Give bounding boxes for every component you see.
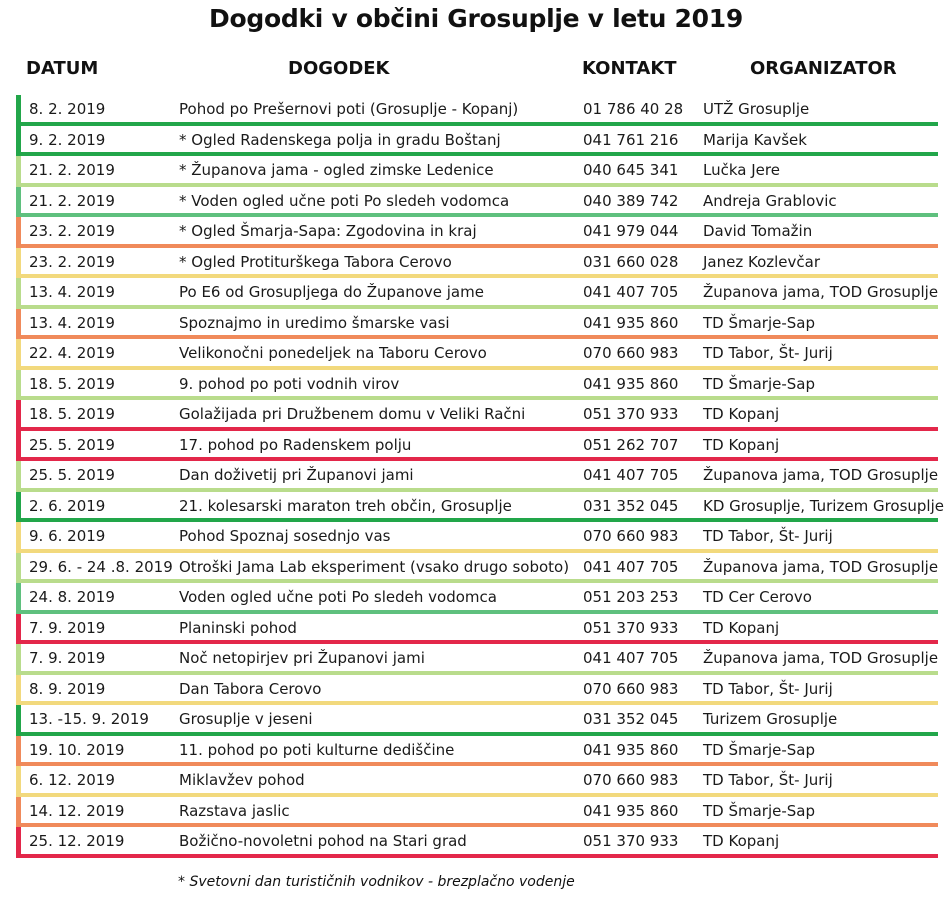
event-name: Golažijada pri Družbenem domu v Veliki Račni [179, 405, 526, 423]
event-name: 9. pohod po poti vodnih virov [179, 374, 400, 393]
events-table [16, 95, 944, 858]
event-organizer: TD Šmarje-Sap [703, 374, 816, 393]
event-organizer: Županova jama, TOD Grosuplje [703, 466, 939, 484]
event-date: 25. 5. 2019 [29, 466, 115, 484]
table-row [16, 522, 938, 553]
event-name: 21. kolesarski maraton treh občin, Grosuplje [179, 496, 512, 515]
event-name: Spoznajmo in uredimo šmarske vasi [179, 313, 450, 332]
event-date: 21. 2. 2019 [29, 191, 115, 210]
event-name: * Županova jama - ogled zimske Ledenice [179, 161, 494, 179]
table-row [16, 614, 938, 645]
event-organizer: TD Tabor, Št- Jurij [703, 679, 833, 698]
event-contact: 041 979 044 [583, 222, 679, 240]
event-date: 9. 6. 2019 [29, 527, 106, 545]
event-name: * Voden ogled učne poti Po sledeh vodomca [179, 191, 510, 210]
event-date: 22. 4. 2019 [29, 344, 115, 362]
event-contact: 040 389 742 [583, 191, 679, 210]
event-name: * Ogled Protiturškega Tabora Cerovo [179, 252, 452, 271]
table-row [16, 827, 938, 858]
table-row [16, 339, 938, 370]
event-organizer: Županova jama, TOD Grosuplje [703, 283, 939, 301]
event-contact: 051 370 933 [583, 832, 679, 850]
event-date: 18. 5. 2019 [29, 374, 115, 393]
event-contact: 051 370 933 [583, 405, 679, 423]
column-header-contact: KONTAKT [582, 58, 677, 79]
event-name: Po E6 od Grosupljega do Županove jame [179, 283, 484, 301]
event-organizer: UTŽ Grosuplje [703, 100, 810, 118]
event-name: Otroški Jama Lab eksperiment (vsako drugo soboto) [179, 557, 570, 576]
event-date: 7. 9. 2019 [29, 618, 106, 637]
event-organizer: Andreja Grablovic [703, 191, 837, 210]
event-contact: 041 935 860 [583, 313, 679, 332]
table-row [16, 156, 938, 187]
table-row [16, 400, 938, 431]
event-name: * Ogled Šmarja-Sapa: Zgodovina in kraj [179, 222, 477, 240]
table-row [16, 675, 938, 706]
event-organizer: TD Kopanj [703, 618, 780, 637]
event-organizer: TD Tabor, Št- Jurij [703, 527, 833, 545]
event-contact: 041 935 860 [583, 740, 679, 759]
event-organizer: Turizem Grosuplje [703, 710, 838, 728]
event-name: Dan Tabora Cerovo [179, 679, 322, 698]
event-organizer: TD Tabor, Št- Jurij [703, 771, 833, 789]
event-contact: 070 660 983 [583, 679, 679, 698]
event-organizer: TD Kopanj [703, 405, 780, 423]
event-organizer: TD Šmarje-Sap [703, 801, 816, 820]
table-row [16, 278, 938, 309]
event-organizer: TD Tabor, Št- Jurij [703, 344, 833, 362]
event-contact: 031 660 028 [583, 252, 679, 271]
table-row [16, 705, 938, 736]
page-title: Dogodki v občini Grosuplje v letu 2019 [209, 4, 743, 33]
table-row [16, 95, 938, 126]
event-date: 2. 6. 2019 [29, 496, 106, 515]
event-name: Velikonočni ponedeljek na Taboru Cerovo [179, 344, 487, 362]
event-date: 24. 8. 2019 [29, 588, 115, 606]
event-organizer: KD Grosuplje, Turizem Grosuplje [703, 496, 944, 515]
table-row [16, 187, 938, 218]
table-row [16, 583, 938, 614]
event-name: Razstava jaslic [179, 801, 290, 820]
event-date: 9. 2. 2019 [29, 130, 106, 149]
event-date: 19. 10. 2019 [29, 740, 125, 759]
table-row [16, 766, 938, 797]
table-row [16, 248, 938, 279]
event-contact: 041 407 705 [583, 649, 679, 667]
event-organizer: TD Kopanj [703, 832, 780, 850]
event-date: 21. 2. 2019 [29, 161, 115, 179]
event-organizer: TD Šmarje-Sap [703, 313, 816, 332]
event-contact: 040 645 341 [583, 161, 679, 179]
event-name: Grosuplje v jeseni [179, 710, 313, 728]
event-name: Noč netopirjev pri Županovi jami [179, 649, 425, 667]
event-name: * Ogled Radenskega polja in gradu Boštanj [179, 130, 501, 149]
event-organizer: TD Cer Cerovo [703, 588, 812, 606]
event-contact: 041 935 860 [583, 374, 679, 393]
event-date: 18. 5. 2019 [29, 405, 115, 423]
event-date: 7. 9. 2019 [29, 649, 106, 667]
table-row [16, 492, 944, 523]
column-header-organizer: ORGANIZATOR [750, 58, 897, 79]
table-row [16, 461, 938, 492]
event-contact: 041 935 860 [583, 801, 679, 820]
event-contact: 01 786 40 28 [583, 100, 684, 118]
event-organizer: Županova jama, TOD Grosuplje [703, 649, 939, 667]
event-contact: 070 660 983 [583, 771, 679, 789]
event-organizer: David Tomažin [703, 222, 813, 240]
table-row [16, 644, 938, 675]
event-contact: 031 352 045 [583, 710, 679, 728]
event-date: 23. 2. 2019 [29, 222, 115, 240]
event-contact: 041 407 705 [583, 466, 679, 484]
table-row [16, 736, 938, 767]
footnote: * Svetovni dan turističnih vodnikov - brezplačno vodenje [178, 874, 575, 890]
event-date: 6. 12. 2019 [29, 771, 115, 789]
table-row [16, 553, 938, 584]
event-organizer: TD Šmarje-Sap [703, 740, 816, 759]
event-date: 29. 6. - 24 .8. 2019 [29, 557, 173, 576]
event-contact: 051 203 253 [583, 588, 679, 606]
table-row [16, 797, 938, 828]
event-date: 25. 12. 2019 [29, 832, 125, 850]
event-date: 8. 9. 2019 [29, 679, 106, 698]
event-contact: 070 660 983 [583, 344, 679, 362]
table-row [16, 126, 938, 157]
event-date: 14. 12. 2019 [29, 801, 125, 820]
event-name: 11. pohod po poti kulturne dediščine [179, 740, 455, 759]
event-name: Voden ogled učne poti Po sledeh vodomca [179, 588, 497, 606]
event-organizer: Županova jama, TOD Grosuplje [703, 557, 939, 576]
event-name: Planinski pohod [179, 618, 297, 637]
table-row [16, 431, 938, 462]
event-date: 13. 4. 2019 [29, 313, 115, 332]
event-organizer: Lučka Jere [703, 161, 780, 179]
event-contact: 041 761 216 [583, 130, 679, 149]
event-name: Dan doživetij pri Županovi jami [179, 466, 414, 484]
event-name: Pohod Spoznaj sosednjo vas [179, 527, 391, 545]
event-date: 23. 2. 2019 [29, 252, 115, 271]
event-contact: 051 370 933 [583, 618, 679, 637]
event-contact: 070 660 983 [583, 527, 679, 545]
event-name: 17. pohod po Radenskem polju [179, 435, 412, 454]
event-contact: 031 352 045 [583, 496, 679, 515]
event-date: 13. -15. 9. 2019 [29, 710, 149, 728]
event-organizer: TD Kopanj [703, 435, 780, 454]
event-contact: 041 407 705 [583, 283, 679, 301]
event-name: Božično-novoletni pohod na Stari grad [179, 832, 467, 850]
event-date: 25. 5. 2019 [29, 435, 115, 454]
event-contact: 041 407 705 [583, 557, 679, 576]
table-row [16, 217, 938, 248]
event-organizer: Marija Kavšek [703, 130, 807, 149]
column-header-event: DOGODEK [288, 58, 390, 79]
table-row [16, 370, 938, 401]
event-name: Pohod po Prešernovi poti (Grosuplje - Kopanj) [179, 100, 519, 118]
column-header-date: DATUM [26, 58, 99, 79]
event-date: 8. 2. 2019 [29, 100, 106, 118]
event-contact: 051 262 707 [583, 435, 679, 454]
event-organizer: Janez Kozlevčar [703, 252, 821, 271]
event-name: Miklavžev pohod [179, 771, 305, 789]
table-row [16, 309, 938, 340]
event-date: 13. 4. 2019 [29, 283, 115, 301]
